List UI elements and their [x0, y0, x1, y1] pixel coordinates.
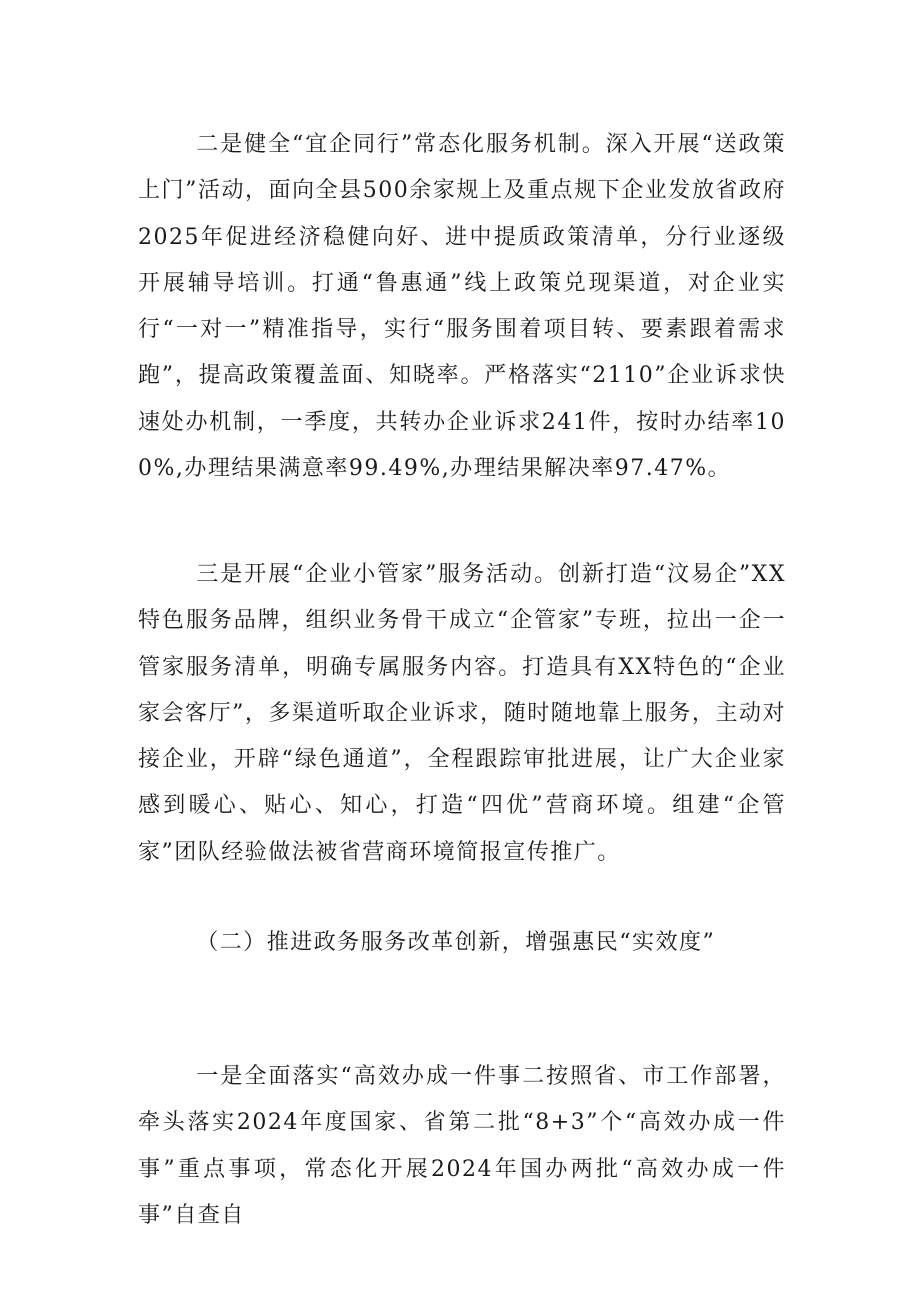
paragraph-efficient-service: 一是全面落实“高效办成一件事二按照省、市工作部署，牵头落实2024年度国家、省第二批“8+3”个“高效办成一件事”重点事项，常态化开展2024年国办两批“高效办成一件事”自查自	[138, 1064, 786, 1228]
paragraph-enterprise-steward: 三是开展“企业小管家”服务活动。创新打造“汶易企”XX特色服务品牌，组织业务骨干成立“企管家”专班，拉出一企一管家服务清单，明确专属服务内容。打造具有XX特色的“企业家会客厅”，多渠道听取企业诉求，随时随地靠上服务，主动对接企业，开辟“绿色通道”，全程跟踪审批进展，让广大企业家感到暖心、贴心、知心，打造“四优”营商环境。组建“企管家”团队经验做法被省营商环境简报宣传推广。	[138, 562, 786, 865]
section-heading: （二）推进政务服务改革创新，增强惠民“实效度”	[196, 930, 716, 955]
paragraph-service-mechanism: 二是健全“宜企同行”常态化服务机制。深入开展“送政策上门”活动，面向全县500余家规上及重点规下企业发放省政府2025年促进经济稳健向好、进中提质政策清单，分行业逐级开展辅导培训。打通“鲁惠通”线上政策兑现渠道，对企业实行“一对一”精准指导，实行“服务围着项目转、要素跟着需求跑”，提高政策覆盖面、知晓率。严格落实“2110”企业诉求快速处办机制，一季度，共转办企业诉求241件，按时办结率100%,办理结果满意率99.49%,办理结果解决率97.47%。	[138, 132, 786, 482]
